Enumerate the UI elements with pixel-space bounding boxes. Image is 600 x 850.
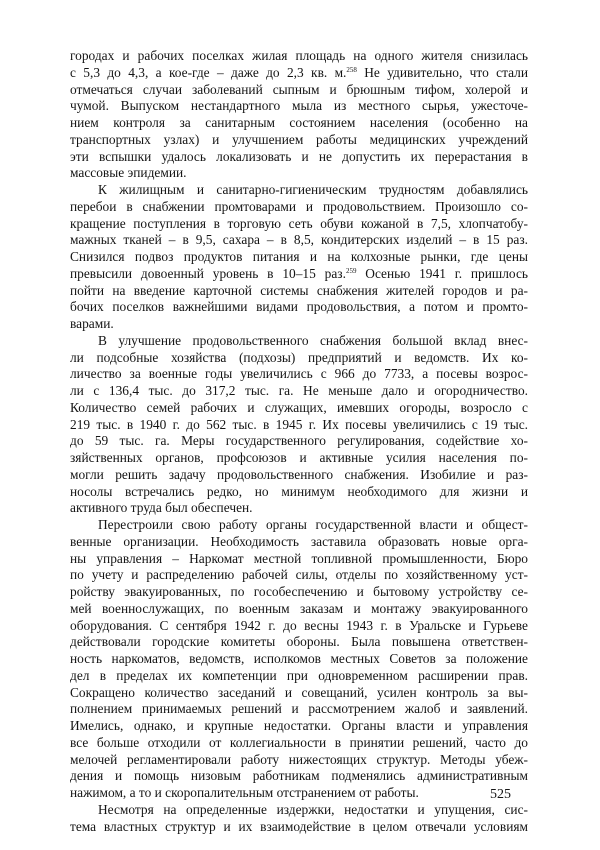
- page-number: 525: [490, 787, 511, 802]
- text-segment: Не удивительно, что стали: [356, 64, 528, 80]
- text-segment: ны управления – Наркомат местной топливной промышленности, Бюро: [70, 550, 528, 566]
- text-line: [70, 567, 528, 584]
- text-segment: отмечаться случаи заболеваний сыпным и брюшным тифом, холерой и: [70, 81, 528, 97]
- text-line: [70, 768, 528, 785]
- page-body-text: [70, 48, 528, 835]
- text-segment: полнением принимаемых решений и рассмотрением жалоб и заявлений.: [70, 701, 528, 717]
- text-segment: К жилищным и санитарно-гигиеническим трудностям добавлялись: [98, 182, 528, 197]
- text-segment: по учету и распределению рабочей силы, отделы по хозяйственному уст-: [70, 567, 528, 583]
- text-line: [70, 283, 528, 300]
- text-line: [70, 634, 528, 651]
- text-line: [70, 685, 528, 702]
- text-line: [70, 785, 528, 802]
- text-line: [70, 199, 528, 216]
- text-segment: оборудования. С сентября 1942 г. до весны 1943 г. в Уральске и Гурьеве: [70, 617, 528, 633]
- text-line: [70, 651, 528, 668]
- text-line: [70, 802, 528, 819]
- text-segment: массовые эпидемии.: [70, 165, 187, 181]
- text-segment: нием контроля за санитарным состоянием населения (особенно на: [70, 115, 528, 130]
- paragraph: [70, 802, 528, 836]
- text-segment: могли решить задачу продовольственного снабжения. Изобилие и раз-: [70, 466, 528, 482]
- text-line: [70, 467, 528, 484]
- text-segment: варами.: [70, 316, 114, 331]
- text-segment: чумой. Выпуском нестандартного мыла из местного сырья, ужесточе-: [70, 98, 528, 114]
- text-line: [70, 165, 528, 182]
- text-line: [70, 601, 528, 618]
- text-line: [70, 701, 528, 718]
- text-segment: Осенью 1941 г. пришлось: [356, 265, 528, 281]
- footnote-reference: 259: [345, 266, 357, 275]
- text-line: [70, 216, 528, 233]
- text-line: [70, 48, 528, 65]
- text-segment: перебои в снабжении промтоварами и продовольствием. Произошло со-: [70, 198, 528, 214]
- text-line: [70, 484, 528, 501]
- text-segment: дения и помощь низовым работникам подменялись административным: [70, 768, 528, 784]
- text-line: [70, 534, 528, 551]
- text-segment: городах и рабочих поселках жилая площадь на одного жителя снизилась: [70, 48, 528, 63]
- text-segment: тема властных структур и их взаимодействие в целом отвечали условиям: [70, 818, 528, 834]
- text-line: [70, 149, 528, 166]
- paragraph: [70, 182, 528, 333]
- text-segment: Сокращено количество заседаний и совещаний, усилен контроль за вы-: [70, 684, 528, 700]
- text-segment: Имелись, однако, и крупные недостатки. Органы власти и управления: [70, 718, 528, 733]
- text-segment: пойти на введение карточной системы снабжения жителей городов и ра-: [70, 282, 528, 298]
- text-line: [70, 668, 528, 685]
- text-segment: превысили довоенный уровень в 10–15 раз.: [70, 265, 346, 281]
- text-line: [70, 752, 528, 769]
- text-line: [70, 98, 528, 115]
- text-segment: мелочей регламентировали работу нижестоящих структур. Методы убеж-: [70, 751, 528, 767]
- text-segment: В улучшение продовольственного снабжения большой вклад внес-: [98, 332, 528, 348]
- text-segment: бочих поселков важнейшими видами продовольствия, а потом и промто-: [70, 299, 528, 315]
- text-segment: Снизился подвоз продуктов питания и на колхозные рынки, где цены: [70, 249, 528, 264]
- text-segment: Количество семей рабочих и служащих, имевших огороды, возросло с: [70, 399, 528, 415]
- text-segment: ность наркоматов, ведомств, исполкомов местных Советов за положение: [70, 651, 528, 666]
- text-segment: мажных тканей – в 9,5, сахара – в 8,5, кондитерских изделий – в 15 раз.: [70, 232, 528, 248]
- text-segment: личество за военные годы увеличились с 966 до 7733, а посевы возрос-: [70, 366, 528, 382]
- text-line: [70, 333, 528, 350]
- text-line: [70, 65, 528, 82]
- text-segment: Перестроили свою работу органы государственной власти и общест-: [98, 517, 528, 532]
- text-segment: ли с 136,4 тыс. до 317,2 тыс. га. Не меньше дало и огородничество.: [70, 383, 528, 398]
- text-segment: с 5,3 до 4,3, а кое-где – даже до 2,3 кв. м.: [70, 64, 347, 80]
- text-line: [70, 182, 528, 199]
- text-line: [70, 383, 528, 400]
- text-line: [70, 417, 528, 434]
- text-line: [70, 115, 528, 132]
- text-line: [70, 299, 528, 316]
- text-segment: кращение поступления в торговую сеть обуви кожаной в 7,5, хлопчатобу-: [70, 215, 528, 231]
- text-line: [70, 132, 528, 149]
- text-line: [70, 819, 528, 836]
- text-segment: до 59 тыс. га. Меры государственного регулирования, содействие хо-: [70, 433, 528, 449]
- text-segment: дел в пределах их компетенции при одновременном расширении прав.: [70, 667, 528, 683]
- text-line: [70, 249, 528, 266]
- text-segment: действовали городские комитеты обороны. Была повышена ответствен-: [70, 634, 528, 650]
- footnote-reference: 258: [346, 65, 357, 74]
- text-segment: мей военнослужащих, по военным заказам и монтажу эвакуированного: [70, 600, 528, 616]
- paragraph: [70, 517, 528, 802]
- text-segment: ли подсобные хозяйства (подхозы) предприятий и ведомств. Их ко-: [70, 349, 528, 365]
- text-line: [70, 584, 528, 601]
- text-line: [70, 232, 528, 249]
- text-line: [70, 618, 528, 635]
- text-line: [70, 718, 528, 735]
- text-line: [70, 551, 528, 568]
- text-segment: все больше отходили от коллегиальности в принятии решений, часто до: [70, 734, 528, 750]
- paragraph: [70, 333, 528, 517]
- text-segment: ройству эвакуированных, по гособеспечению и бытовому устройству се-: [70, 584, 528, 599]
- text-segment: Несмотря на определенные издержки, недостатки и упущения, сис-: [98, 801, 528, 817]
- text-line: [70, 517, 528, 534]
- text-line: [70, 735, 528, 752]
- text-line: [70, 400, 528, 417]
- text-line: [70, 316, 528, 333]
- text-segment: активного труда был обеспечен.: [70, 500, 253, 516]
- text-line: [70, 500, 528, 517]
- text-segment: венные организации. Необходимость заставила образовать новые орга-: [70, 533, 528, 549]
- text-line: [70, 450, 528, 467]
- text-segment: 219 тыс. в 1940 г. до 562 тыс. в 1945 г. Их посевы увеличились с 19 тыс.: [70, 416, 528, 432]
- text-line: [70, 433, 528, 450]
- text-line: [70, 366, 528, 383]
- text-segment: носолы встречались редко, но минимум необходимого для жизни и: [70, 483, 528, 499]
- text-line: [70, 82, 528, 99]
- text-line: [70, 350, 528, 367]
- paragraph: [70, 48, 528, 182]
- text-segment: транспортных узлах) и улучшением работы медицинских учреждений: [70, 131, 528, 147]
- text-segment: нажимом, а то и скоропалительным отстранением от работы.: [70, 785, 419, 800]
- text-segment: зяйственных органов, профсоюзов и активные усилия населения по-: [70, 450, 528, 465]
- text-line: [70, 266, 528, 283]
- text-segment: эти вспышки удалось локализовать и не допустить их перерастания в: [70, 148, 528, 164]
